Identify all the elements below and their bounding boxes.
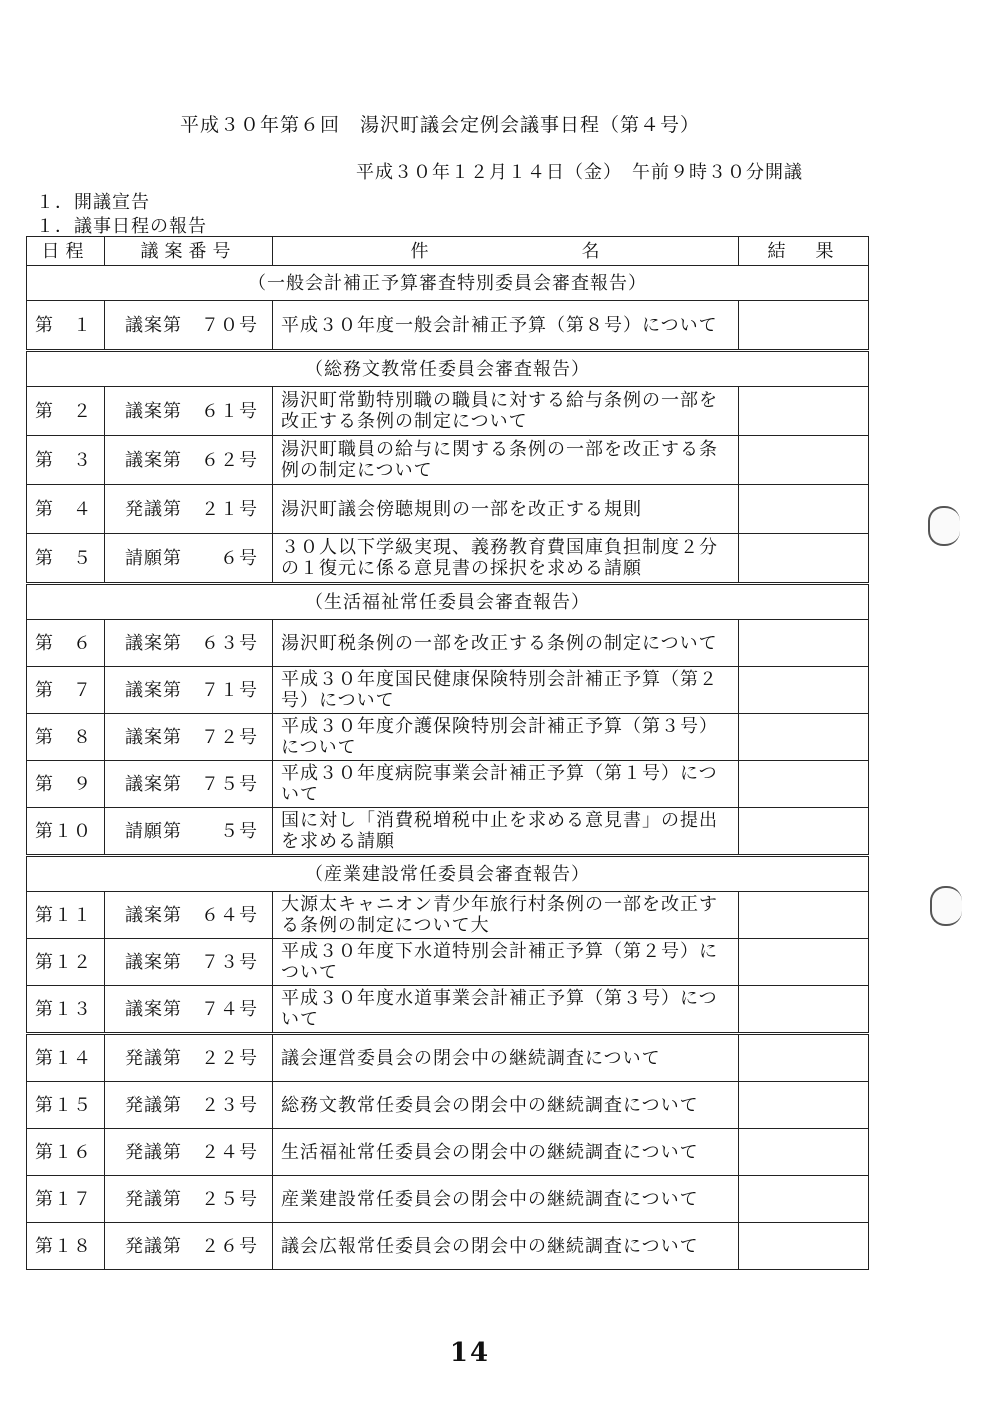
bill-number: 議案第 ６３号	[105, 620, 273, 667]
schedule-number: 第１７	[27, 1176, 105, 1223]
table-row	[27, 667, 869, 714]
result-cell	[739, 1129, 869, 1176]
schedule-number: 第 ２	[27, 387, 105, 436]
bill-title: 湯沢町常勤特別職の職員に対する給与条例の一部を改正する条例の制定について	[273, 387, 739, 436]
schedule-number: 第 ５	[27, 534, 105, 584]
schedule-number: 第 ８	[27, 714, 105, 761]
bill-number: 発議第 ２４号	[105, 1129, 273, 1176]
schedule-number: 第 ３	[27, 436, 105, 485]
bill-title: 平成３０年度国民健康保険特別会計補正予算（第２号）について	[273, 667, 739, 714]
schedule-number: 第 ４	[27, 485, 105, 534]
result-cell	[739, 387, 869, 436]
bill-number: 議案第 ６４号	[105, 892, 273, 939]
bill-number: 議案第 ７０号	[105, 301, 273, 351]
section-row	[27, 584, 869, 620]
schedule-number: 第１２	[27, 939, 105, 986]
bill-title: 議会広報常任委員会の閉会中の継続調査について	[273, 1223, 739, 1270]
schedule-number: 第 ７	[27, 667, 105, 714]
table-row	[27, 761, 869, 808]
bill-number: 発議第 ２１号	[105, 485, 273, 534]
bill-number: 発議第 ２２号	[105, 1034, 273, 1082]
bill-title: 生活福祉常任委員会の閉会中の継続調査について	[273, 1129, 739, 1176]
bill-title: 産業建設常任委員会の閉会中の継続調査について	[273, 1176, 739, 1223]
result-cell	[739, 1176, 869, 1223]
bill-title: 平成３０年度一般会計補正予算（第８号）について	[273, 301, 739, 351]
session-date: 平成３０年１２月１４日（金） 午前９時３０分開議	[356, 162, 803, 183]
punch-hole-mark	[928, 506, 960, 546]
result-cell	[739, 485, 869, 534]
result-cell	[739, 620, 869, 667]
table-row	[27, 714, 869, 761]
bill-title: 平成３０年度下水道特別会計補正予算（第２号）について	[273, 939, 739, 986]
bill-title: 湯沢町職員の給与に関する条例の一部を改正する条例の制定について	[273, 436, 739, 485]
table-row	[27, 1082, 869, 1129]
agenda-item-schedule-report: １．議事日程の報告	[36, 216, 207, 237]
section-label: （産業建設常任委員会審査報告）	[27, 856, 869, 892]
result-cell	[739, 986, 869, 1034]
table-row	[27, 808, 869, 856]
table-row	[27, 485, 869, 534]
schedule-number: 第 ６	[27, 620, 105, 667]
schedule-number: 第１１	[27, 892, 105, 939]
schedule-number: 第１８	[27, 1223, 105, 1270]
result-cell	[739, 1082, 869, 1129]
table-header-row	[27, 237, 869, 266]
bill-title: 平成３０年度病院事業会計補正予算（第１号）について	[273, 761, 739, 808]
bill-number: 請願第 ５号	[105, 808, 273, 856]
table-row	[27, 1129, 869, 1176]
bill-title: 湯沢町議会傍聴規則の一部を改正する規則	[273, 485, 739, 534]
section-row	[27, 266, 869, 301]
column-header-bill-number: 議案番号	[105, 237, 273, 266]
punch-hole-mark	[930, 886, 962, 926]
schedule-number: 第１６	[27, 1129, 105, 1176]
bill-title: 議会運営委員会の閉会中の継続調査について	[273, 1034, 739, 1082]
result-cell	[739, 892, 869, 939]
table-row	[27, 986, 869, 1034]
table-row	[27, 387, 869, 436]
bill-number: 議案第 ６２号	[105, 436, 273, 485]
bill-number: 議案第 ７２号	[105, 714, 273, 761]
bill-number: 発議第 ２５号	[105, 1176, 273, 1223]
bill-number: 議案第 ７１号	[105, 667, 273, 714]
bill-number: 発議第 ２６号	[105, 1223, 273, 1270]
agenda-item-opening: １．開議宣告	[36, 192, 150, 213]
table-row	[27, 892, 869, 939]
bill-title: 大源太キャニオン青少年旅行村条例の一部を改正する条例の制定について大	[273, 892, 739, 939]
section-row	[27, 351, 869, 387]
section-row	[27, 856, 869, 892]
schedule-number: 第１３	[27, 986, 105, 1034]
table-row	[27, 1223, 869, 1270]
bill-number: 請願第 ６号	[105, 534, 273, 584]
table-row	[27, 1034, 869, 1082]
result-cell	[739, 534, 869, 584]
schedule-number: 第 ９	[27, 761, 105, 808]
bill-number: 議案第 ７３号	[105, 939, 273, 986]
bill-title: 国に対し「消費税増税中止を求める意見書」の提出を求める請願	[273, 808, 739, 856]
table-row	[27, 534, 869, 584]
table-row	[27, 301, 869, 351]
result-cell	[739, 301, 869, 351]
result-cell	[739, 939, 869, 986]
bill-title: 湯沢町税条例の一部を改正する条例の制定について	[273, 620, 739, 667]
column-header-subject: 件 名	[273, 237, 739, 266]
bill-number: 議案第 ６１号	[105, 387, 273, 436]
bill-title: 平成３０年度介護保険特別会計補正予算（第３号）について	[273, 714, 739, 761]
agenda-table	[26, 236, 869, 1270]
bill-title: 総務文教常任委員会の閉会中の継続調査について	[273, 1082, 739, 1129]
schedule-number: 第１５	[27, 1082, 105, 1129]
column-header-result: 結 果	[739, 237, 869, 266]
column-header-schedule: 日程	[27, 237, 105, 266]
table-row	[27, 1176, 869, 1223]
bill-number: 発議第 ２３号	[105, 1082, 273, 1129]
bill-number: 議案第 ７４号	[105, 986, 273, 1034]
section-label: （総務文教常任委員会審査報告）	[27, 351, 869, 387]
result-cell	[739, 436, 869, 485]
section-label: （生活福祉常任委員会審査報告）	[27, 584, 869, 620]
bill-title: 平成３０年度水道事業会計補正予算（第３号）について	[273, 986, 739, 1034]
document-title: 平成３０年第６回 湯沢町議会定例会議事日程（第４号）	[180, 114, 701, 136]
result-cell	[739, 1223, 869, 1270]
section-label: （一般会計補正予算審査特別委員会審査報告）	[27, 266, 869, 301]
result-cell	[739, 808, 869, 856]
table-row	[27, 620, 869, 667]
table-row	[27, 939, 869, 986]
result-cell	[739, 1034, 869, 1082]
bill-number: 議案第 ７５号	[105, 761, 273, 808]
page-number: 14	[449, 1338, 491, 1368]
result-cell	[739, 667, 869, 714]
result-cell	[739, 761, 869, 808]
schedule-number: 第１０	[27, 808, 105, 856]
result-cell	[739, 714, 869, 761]
table-row	[27, 436, 869, 485]
bill-title: ３０人以下学級実現、義務教育費国庫負担制度２分の１復元に係る意見書の採択を求める請願	[273, 534, 739, 584]
schedule-number: 第 １	[27, 301, 105, 351]
schedule-number: 第１４	[27, 1034, 105, 1082]
